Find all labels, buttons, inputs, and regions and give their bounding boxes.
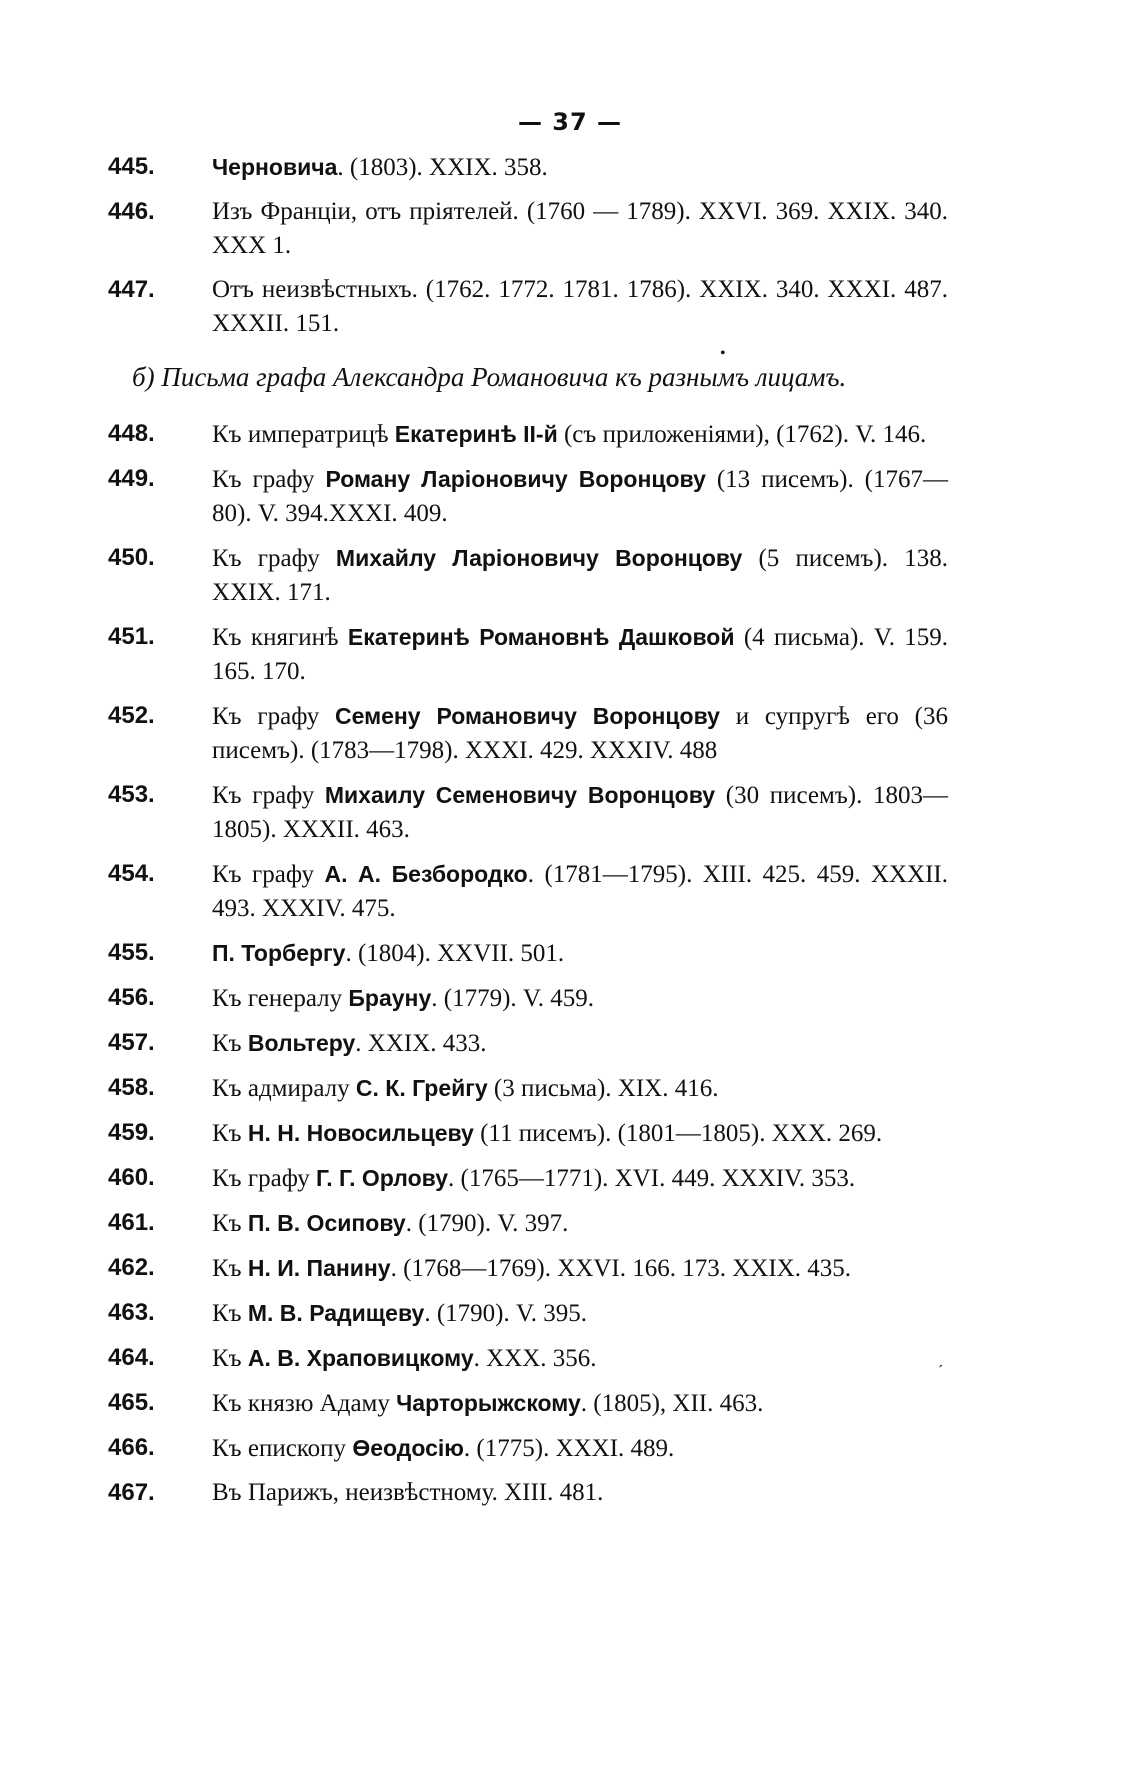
entry-name-bold: Г. Г. Орлову [316, 1165, 449, 1191]
entry-number: 455. [108, 939, 155, 966]
entry-text-segment: (11 писемъ). (1801—1805). XXX. 269. [473, 1120, 883, 1147]
entry-name-bold: Брауну [348, 985, 432, 1011]
entry-text [212, 778, 948, 847]
entry-text-segment: . (1768—1769). XXVI. 166. 173. XXIX. 435. [390, 1255, 851, 1282]
entry-number: 466. [108, 1434, 155, 1461]
entry-name-bold: П. В. Осипову [247, 1210, 406, 1236]
entry-text [212, 699, 948, 768]
entry-text-segment: (4 письма). V. 159. 165. 170. [212, 624, 949, 685]
entry-name-bold: М. В. Радищеву [247, 1300, 425, 1326]
entry-row [108, 778, 948, 847]
entry-row [108, 1071, 948, 1106]
entry-number: 454. [108, 860, 155, 887]
entry-text-segment: . (1790). V. 395. [424, 1300, 588, 1327]
entry-name-bold: Екатеринѣ II-й [394, 421, 558, 447]
entry-number: 457. [108, 1029, 155, 1056]
entry-text-segment: Въ Парижъ, неизвѣстному. XIII. 481. [212, 1479, 604, 1506]
entry-name-bold: Роману Ларіоновичу Воронцову [325, 466, 706, 492]
entry-number: 456. [108, 984, 155, 1011]
entry-text-segment: . XXIX. 433. [355, 1030, 487, 1057]
entry-text-segment: . (1790). V. 397. [405, 1210, 569, 1237]
entry-text [212, 936, 948, 971]
entry-number: 465. [108, 1389, 155, 1416]
entry-number: 445. [108, 153, 155, 180]
entry-row [108, 1026, 948, 1061]
entry-text [212, 1431, 948, 1466]
entry-number: 467. [108, 1479, 155, 1506]
entry-text-segment: Къ княгинѣ [212, 624, 348, 651]
entry-text-segment: . (1804). XXVII. 501. [345, 940, 565, 967]
entry-text-segment: Къ графу [212, 861, 325, 888]
entry-row [108, 150, 948, 185]
entry-name-bold: Вольтеру [247, 1030, 356, 1056]
print-speck: ˊ [938, 1363, 944, 1380]
entry-number: 461. [108, 1209, 155, 1236]
entry-name-bold: Михайлу Ларіоновичу Воронцову [335, 545, 743, 571]
entry-number: 448. [108, 420, 155, 447]
entry-text [212, 1206, 948, 1241]
entry-text-segment: . (1765—1771). XVI. 449. XXXIV. 353. [448, 1165, 856, 1192]
entry-number: 460. [108, 1164, 155, 1191]
entry-name-bold: Михаилу Семеновичу Воронцову [324, 782, 716, 808]
entry-text [212, 273, 948, 341]
entry-text-segment: Къ графу [212, 703, 336, 730]
entry-row [108, 462, 948, 531]
entry-name-bold: Семену Романовичу Воронцову [335, 703, 720, 729]
entry-text-segment: Къ графу [212, 545, 336, 572]
entry-number: 453. [108, 781, 155, 808]
entry-row [108, 1431, 948, 1466]
entry-row [108, 1296, 948, 1331]
entry-text [212, 1386, 948, 1421]
entry-name-bold: Н. И. Панину [247, 1255, 391, 1281]
entry-text-segment: . XXX. 356. [473, 1345, 597, 1372]
entry-text-segment: Къ [212, 1030, 248, 1057]
entry-text-segment: Изъ Франціи, отъ пріятелей. (1760 — 1789). XXVI. 369. XXIX. 340. XXX 1. [212, 198, 948, 259]
entry-text [212, 1251, 948, 1286]
entry-group-after [108, 417, 948, 1510]
entry-text [212, 1296, 948, 1331]
entry-text-segment: . (1775). XXXI. 489. [463, 1435, 675, 1462]
entry-text-segment: Къ [212, 1210, 248, 1237]
entry-number: 450. [108, 544, 155, 571]
entry-row [108, 417, 948, 452]
entry-number: 459. [108, 1119, 155, 1146]
entry-text-segment: . (1805), XII. 463. [580, 1390, 764, 1417]
entry-number: 452. [108, 702, 155, 729]
entry-text [212, 195, 948, 263]
entry-row [108, 195, 948, 263]
entry-number: 447. [108, 276, 155, 303]
entry-text-segment: Къ адмиралу [212, 1075, 356, 1102]
entry-number: 449. [108, 465, 155, 492]
entry-row [108, 1251, 948, 1286]
entry-text [212, 1341, 948, 1376]
entry-text-segment: Къ генералу [212, 985, 349, 1012]
entry-text [212, 981, 948, 1016]
entry-number: 458. [108, 1074, 155, 1101]
entry-row [108, 699, 948, 768]
entry-row [108, 936, 948, 971]
entry-name-bold: П. Торбергу [212, 940, 346, 966]
entry-name-bold: А. В. Храповицкому [247, 1345, 474, 1371]
entry-text [212, 1476, 948, 1510]
entry-row [108, 857, 948, 926]
page-number: — 37 — [517, 108, 623, 136]
entry-text [212, 1161, 948, 1196]
entry-row [108, 273, 948, 341]
entry-text-segment: Отъ неизвѣстныхъ. (1762. 1772. 1781. 1786). XXIX. 340. XXXI. 487. XXXII. 151. [212, 276, 948, 337]
entry-text-segment: (съ приложеніями), (1762). V. 146. [557, 421, 927, 448]
entry-number: 462. [108, 1254, 155, 1281]
entry-row [108, 1341, 948, 1376]
entry-text [212, 857, 948, 926]
section-heading: б) Письма графа Александра Романовича къ разнымъ лицамъ. [132, 362, 847, 392]
entry-text-segment: . (1779). V. 459. [431, 985, 594, 1012]
entry-group-before [108, 150, 948, 341]
entry-text [212, 417, 948, 452]
entry-text [212, 1116, 948, 1151]
entry-list [108, 150, 948, 1520]
entry-text-segment: Къ графу [212, 466, 326, 493]
entry-text-segment: Къ [212, 1120, 248, 1147]
entry-row [108, 620, 948, 689]
entry-text-segment: . (1781—1795). XIII. 425. 459. XXXII. 493. XXXIV. 475. [212, 861, 949, 922]
entry-row [108, 981, 948, 1016]
entry-text-segment: Къ [212, 1255, 248, 1282]
entry-name-bold: Өеодосію [352, 1435, 464, 1461]
entry-row [108, 1116, 948, 1151]
entry-text-segment: Къ епископу [212, 1435, 353, 1462]
entry-name-bold: Н. Н. Новосильцеву [247, 1120, 474, 1146]
entry-text-segment: Къ [212, 1345, 248, 1372]
entry-number: 446. [108, 198, 155, 225]
entry-text-segment: Къ графу [212, 782, 325, 809]
entry-row [108, 1476, 948, 1510]
entry-name-bold: А. А. Безбородко [324, 861, 528, 887]
entry-text [212, 462, 948, 531]
entry-name-bold: С. К. Грейгу [355, 1075, 488, 1101]
entry-text [212, 541, 948, 610]
entry-name-bold: Черновича [212, 154, 338, 180]
entry-text-segment: . (1803). XXIX. 358. [337, 154, 548, 181]
entry-text-segment: Къ императрицѣ [212, 421, 395, 448]
entry-text-segment: Къ [212, 1300, 248, 1327]
entry-name-bold: Екатеринѣ Романовнѣ Дашковой [347, 624, 735, 650]
entry-text-segment: Къ графу [212, 1165, 317, 1192]
entry-number: 463. [108, 1299, 155, 1326]
entry-number: 464. [108, 1344, 155, 1371]
entry-name-bold: Чарторыжскому [396, 1390, 581, 1416]
entry-text-segment: (13 писемъ). (1767—80). V. 394.XXXI. 409. [212, 466, 949, 527]
entry-number: 451. [108, 623, 155, 650]
entry-text [212, 1071, 948, 1106]
entry-text [212, 150, 948, 185]
entry-row [108, 1206, 948, 1241]
entry-text-segment: (30 писемъ). 1803—1805). XXXII. 463. [212, 782, 949, 843]
entry-text-segment: (5 писемъ). 138. XXIX. 171. [212, 545, 949, 606]
entry-row [108, 541, 948, 610]
entry-text [212, 620, 948, 689]
entry-row [108, 1161, 948, 1196]
entry-text-segment: (3 письма). XIX. 416. [487, 1075, 719, 1102]
entry-row [108, 1386, 948, 1421]
entry-text [212, 1026, 948, 1061]
entry-text-segment: Къ князю Адаму [212, 1390, 397, 1417]
print-speck: • [720, 345, 726, 362]
entry-text-segment: и супругѣ его (36 писемъ). (1783—1798). XXXI. 429. XXXIV. 488 [212, 703, 948, 764]
